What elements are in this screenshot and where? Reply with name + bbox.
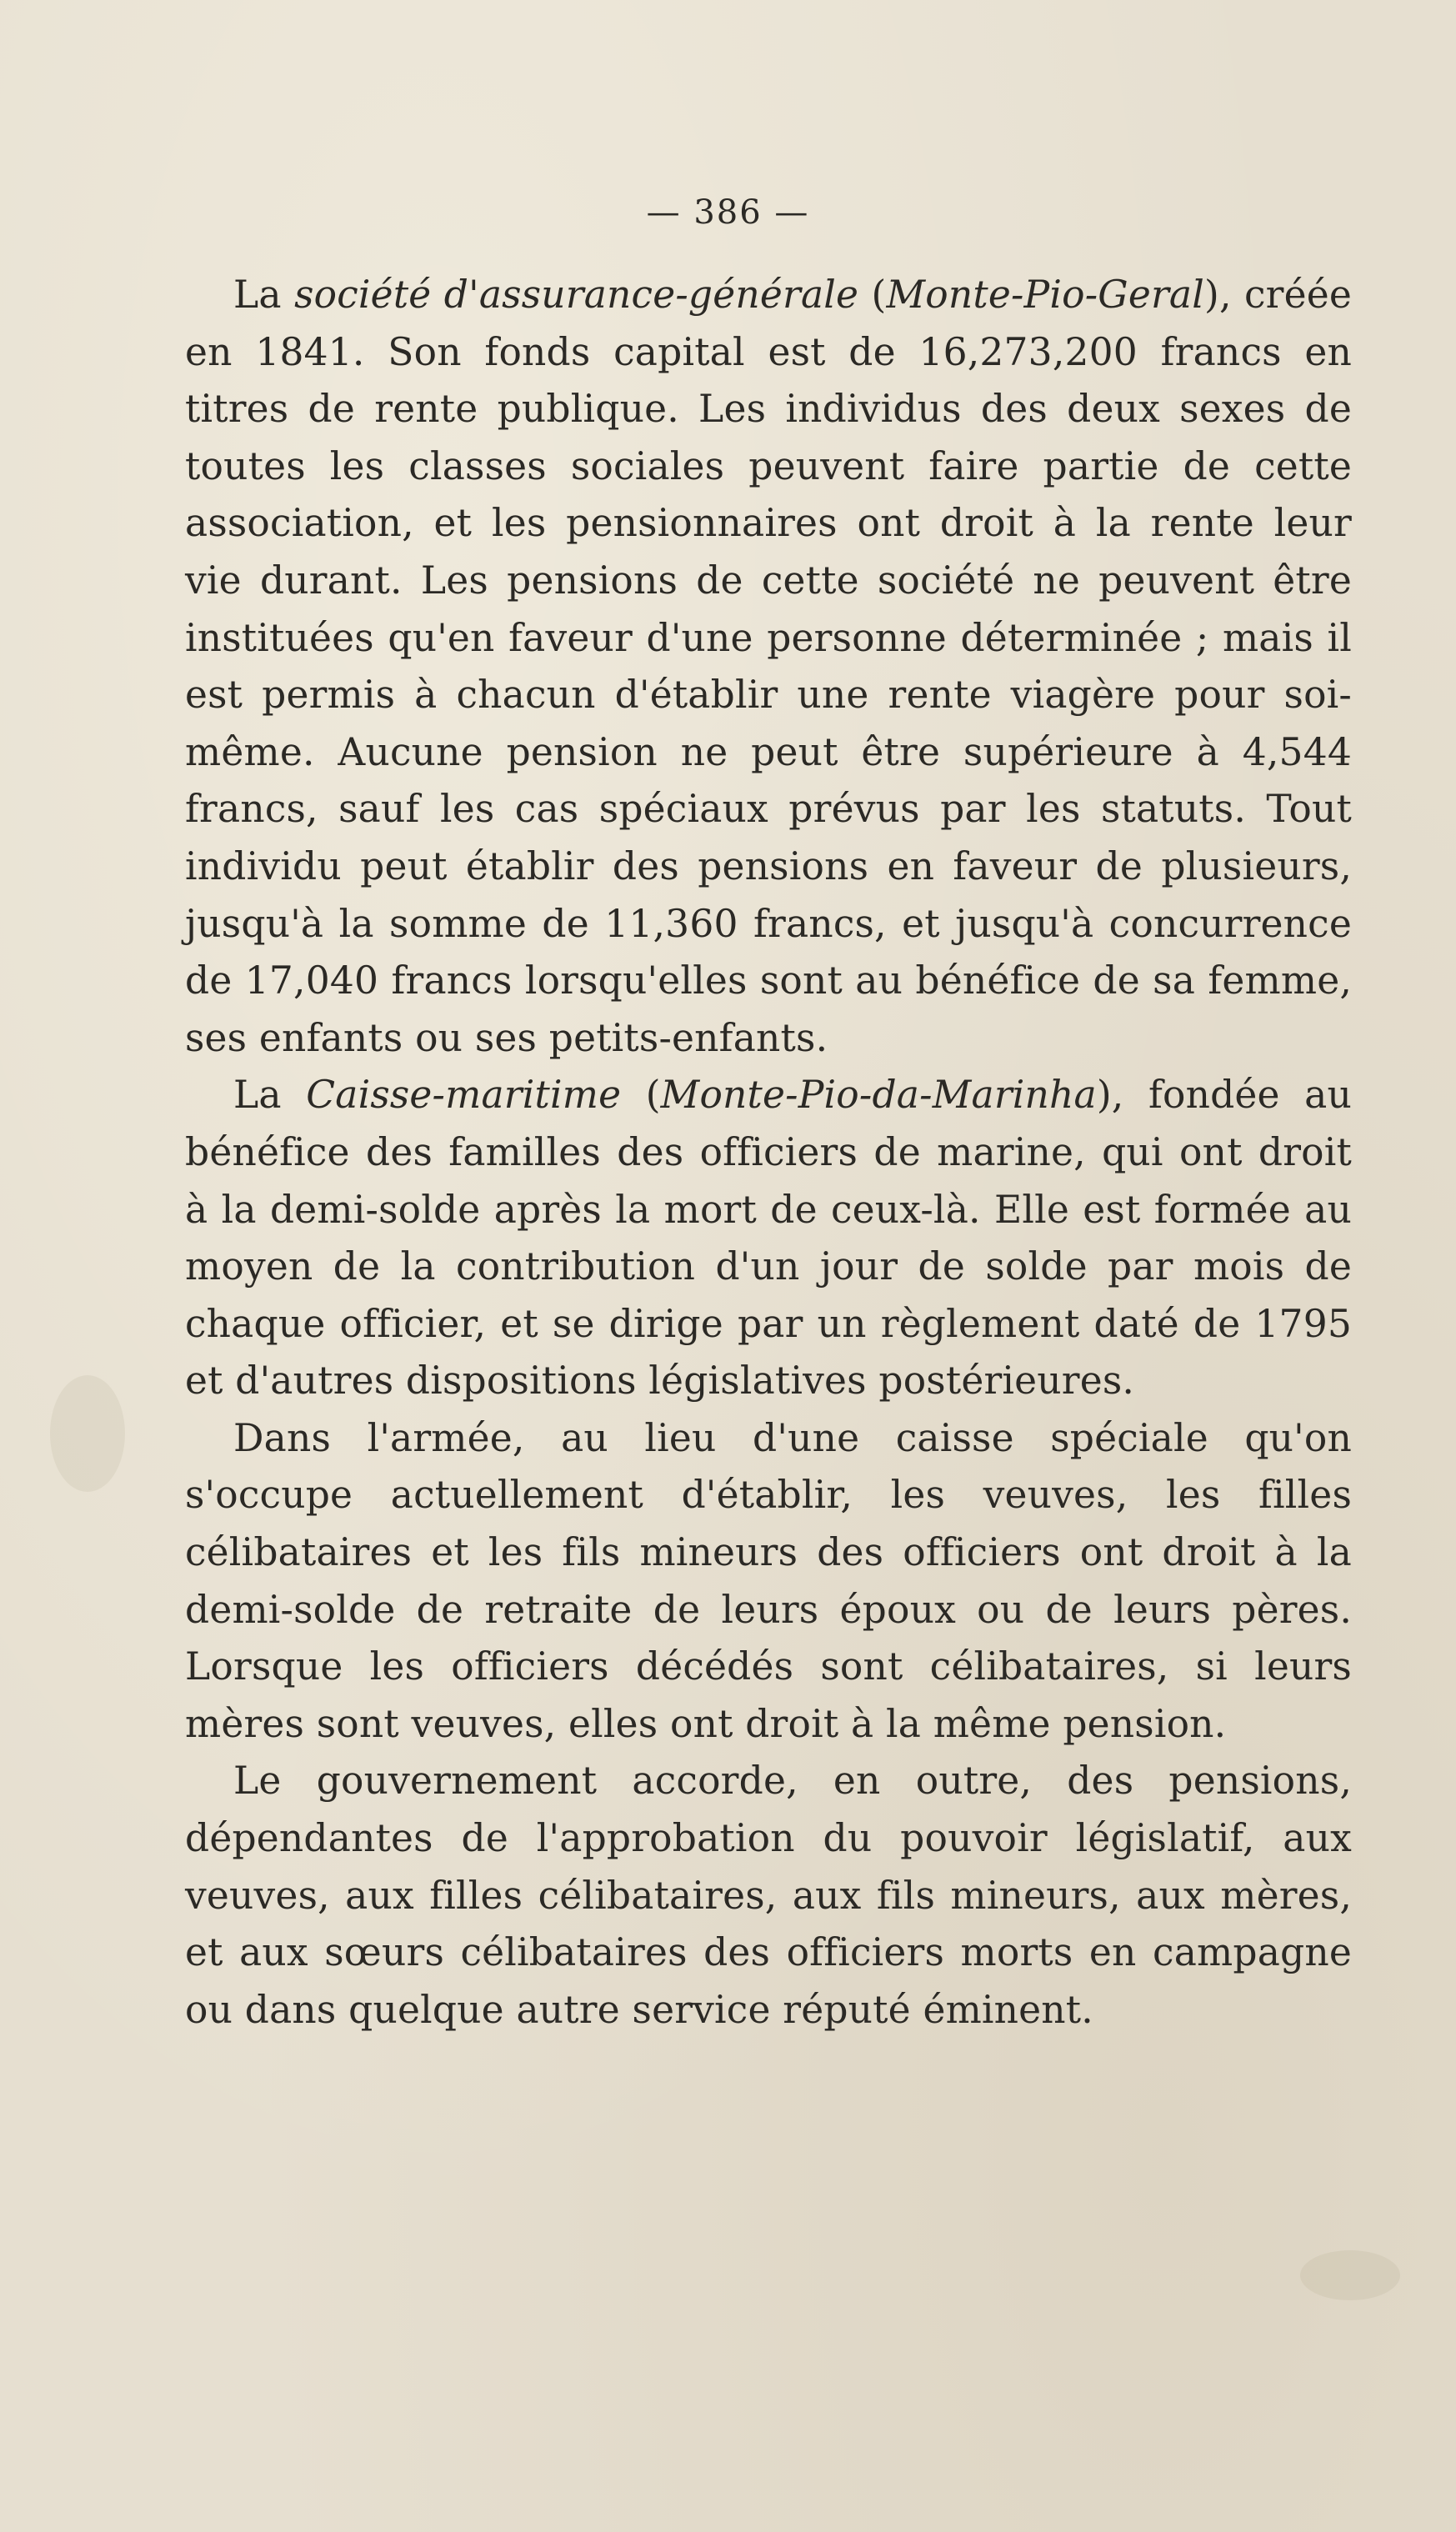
- paper-stain: [50, 1375, 125, 1492]
- paragraph: [185, 1410, 1352, 1754]
- text-segment: (: [621, 1073, 661, 1118]
- italic-text-segment: société d'assurance-générale: [294, 273, 859, 317]
- paragraph: [185, 1753, 1352, 2039]
- italic-text-segment: Monte-Pio-da-Marinha: [660, 1073, 1097, 1118]
- text-segment: ), fondée au bénéfice des familles des officiers de marine, qui ont droit à la demi-solde après la mort de ceux-là. Elle est formée au moyen de la contribution d'un jour de solde par mois de chaque officier, et se dirige par un règlement daté de 1795 et d'autres dispositions législatives postérieures.: [185, 1073, 1352, 1404]
- text-segment: Dans l'armée, au lieu d'une caisse spéciale qu'on s'occupe actuellement d'établir, les veuves, les filles célibataires et les fils mineurs des officiers ont droit à la demi-solde de retraite de leurs époux ou de leurs pères. Lorsque les officiers décédés sont célibataires, si leurs mères sont veuves, elles ont droit à la même pension.: [185, 1415, 1352, 1746]
- italic-text-segment: Monte-Pio-Geral: [886, 273, 1204, 317]
- text-segment: (: [858, 273, 887, 317]
- text-segment: La: [233, 1073, 307, 1118]
- body-text: [185, 267, 1352, 2039]
- paragraph: [185, 267, 1352, 1067]
- text-segment: La: [233, 273, 295, 317]
- italic-text-segment: Caisse-maritime: [306, 1073, 622, 1118]
- text-segment: ), créée en 1841. Son fonds capital est de 16,273,200 francs en titres de rente publique. Les individus des deux sexes de toutes les classes sociales peuvent faire partie de cette association, et les pensionnaires ont droit à la rente leur vie durant. Les pensions de cette société ne peuvent être instituées qu'en faveur d'une personne déterminée ; mais il est permis à chacun d'établir une rente viagère pour soi-même. Aucune pension ne peut être supérieure à 4,544 francs, sauf les cas spéciaux prévus par les statuts. Tout individu peut établir des pensions en faveur de plusieurs, jusqu'à la somme de 11,360 francs, et jusqu'à concurrence de 17,040 francs lorsqu'elles sont au bénéfice de sa femme, ses enfants ou ses petits-enfants.: [185, 273, 1352, 1060]
- text-segment: Le gouvernement accorde, en outre, des pensions, dépendantes de l'approbation du pouvoir législatif, aux veuves, aux filles célibataires, aux fils mineurs, aux mères, et aux sœurs célibataires des officiers morts en campagne ou dans quelque autre service réputé éminent.: [185, 1759, 1352, 2032]
- paper-stain: [1300, 2250, 1400, 2300]
- page-number: — 386 —: [646, 193, 810, 232]
- paragraph: [185, 1067, 1352, 1410]
